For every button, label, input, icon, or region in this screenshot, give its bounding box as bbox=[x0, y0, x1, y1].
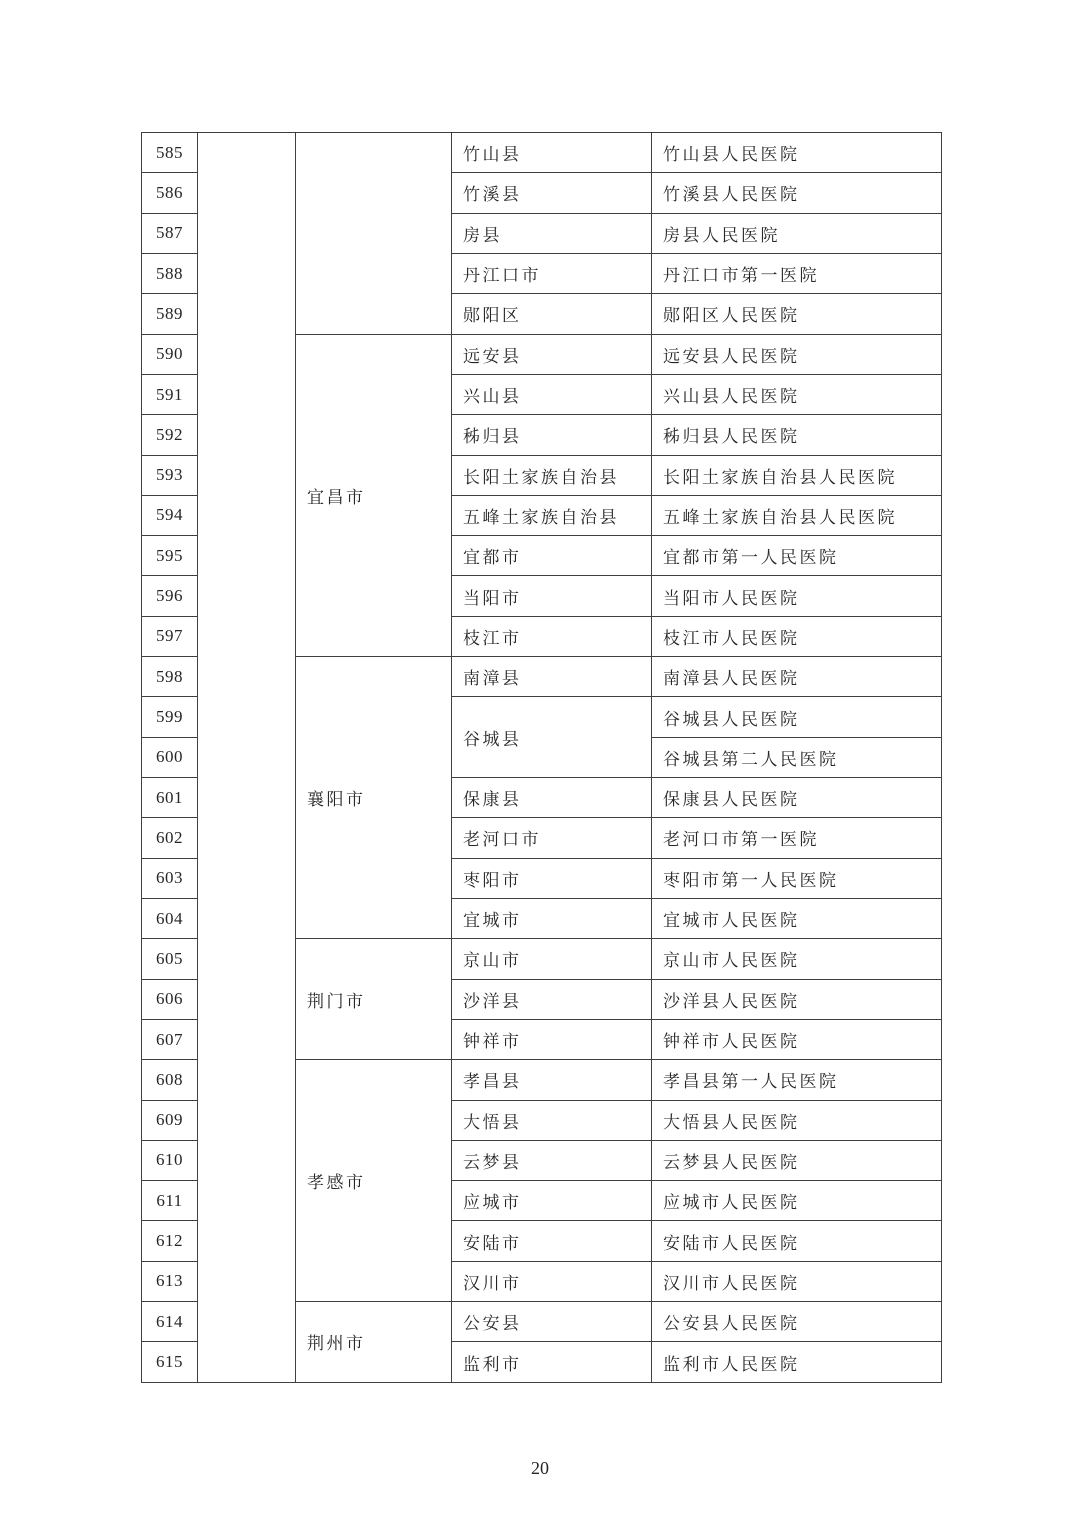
row-number-cell: 598 bbox=[142, 657, 198, 697]
city-cell: 宜昌市 bbox=[296, 334, 452, 657]
county-cell: 房县 bbox=[452, 213, 652, 253]
hospital-cell: 钟祥市人民医院 bbox=[652, 1019, 942, 1059]
hospital-cell: 保康县人民医院 bbox=[652, 778, 942, 818]
row-number-cell: 592 bbox=[142, 415, 198, 455]
row-number-cell: 609 bbox=[142, 1100, 198, 1140]
county-cell: 应城市 bbox=[452, 1181, 652, 1221]
row-number-cell: 614 bbox=[142, 1302, 198, 1342]
row-number-cell: 596 bbox=[142, 576, 198, 616]
hospital-cell: 汉川市人民医院 bbox=[652, 1261, 942, 1301]
county-cell: 孝昌县 bbox=[452, 1060, 652, 1100]
city-cell: 襄阳市 bbox=[296, 657, 452, 939]
city-cell: 荆门市 bbox=[296, 939, 452, 1060]
hospital-cell: 大悟县人民医院 bbox=[652, 1100, 942, 1140]
hospital-cell: 谷城县人民医院 bbox=[652, 697, 942, 737]
hospital-cell: 远安县人民医院 bbox=[652, 334, 942, 374]
county-cell: 当阳市 bbox=[452, 576, 652, 616]
county-cell: 安陆市 bbox=[452, 1221, 652, 1261]
row-number-cell: 601 bbox=[142, 778, 198, 818]
hospital-cell: 老河口市第一医院 bbox=[652, 818, 942, 858]
city-cell bbox=[296, 133, 452, 335]
row-number-cell: 604 bbox=[142, 898, 198, 938]
county-cell: 汉川市 bbox=[452, 1261, 652, 1301]
county-cell: 沙洋县 bbox=[452, 979, 652, 1019]
row-number-cell: 606 bbox=[142, 979, 198, 1019]
hospital-cell: 云梦县人民医院 bbox=[652, 1140, 942, 1180]
county-cell: 监利市 bbox=[452, 1342, 652, 1382]
hospital-cell: 五峰土家族自治县人民医院 bbox=[652, 495, 942, 535]
row-number-cell: 612 bbox=[142, 1221, 198, 1261]
page-number: 20 bbox=[531, 1458, 549, 1478]
row-number-cell: 593 bbox=[142, 455, 198, 495]
county-cell: 枣阳市 bbox=[452, 858, 652, 898]
county-cell: 长阳土家族自治县 bbox=[452, 455, 652, 495]
city-cell: 荆州市 bbox=[296, 1302, 452, 1383]
county-cell: 谷城县 bbox=[452, 697, 652, 778]
county-cell: 南漳县 bbox=[452, 657, 652, 697]
row-number-cell: 591 bbox=[142, 374, 198, 414]
hospital-cell: 郧阳区人民医院 bbox=[652, 294, 942, 334]
county-cell: 大悟县 bbox=[452, 1100, 652, 1140]
row-number-cell: 605 bbox=[142, 939, 198, 979]
hospital-cell: 京山市人民医院 bbox=[652, 939, 942, 979]
row-number-cell: 595 bbox=[142, 536, 198, 576]
hospital-cell: 竹溪县人民医院 bbox=[652, 173, 942, 213]
hospital-cell: 谷城县第二人民医院 bbox=[652, 737, 942, 777]
hospital-cell: 宜都市第一人民医院 bbox=[652, 536, 942, 576]
hospital-cell: 孝昌县第一人民医院 bbox=[652, 1060, 942, 1100]
county-cell: 保康县 bbox=[452, 778, 652, 818]
city-cell: 孝感市 bbox=[296, 1060, 452, 1302]
county-cell: 远安县 bbox=[452, 334, 652, 374]
hospital-cell: 安陆市人民医院 bbox=[652, 1221, 942, 1261]
row-number-cell: 608 bbox=[142, 1060, 198, 1100]
county-cell: 老河口市 bbox=[452, 818, 652, 858]
hospital-cell: 当阳市人民医院 bbox=[652, 576, 942, 616]
county-cell: 宜城市 bbox=[452, 898, 652, 938]
hospital-cell: 枝江市人民医院 bbox=[652, 616, 942, 656]
county-cell: 京山市 bbox=[452, 939, 652, 979]
table-row bbox=[142, 133, 942, 173]
hospital-table bbox=[141, 132, 942, 1383]
hospital-cell: 南漳县人民医院 bbox=[652, 657, 942, 697]
county-cell: 枝江市 bbox=[452, 616, 652, 656]
hospital-cell: 公安县人民医院 bbox=[652, 1302, 942, 1342]
row-number-cell: 610 bbox=[142, 1140, 198, 1180]
row-number-cell: 586 bbox=[142, 173, 198, 213]
province-cell bbox=[198, 133, 296, 1383]
row-number-cell: 602 bbox=[142, 818, 198, 858]
row-number-cell: 594 bbox=[142, 495, 198, 535]
hospital-cell: 丹江口市第一医院 bbox=[652, 253, 942, 293]
county-cell: 竹溪县 bbox=[452, 173, 652, 213]
row-number-cell: 615 bbox=[142, 1342, 198, 1382]
county-cell: 丹江口市 bbox=[452, 253, 652, 293]
county-cell: 五峰土家族自治县 bbox=[452, 495, 652, 535]
row-number-cell: 613 bbox=[142, 1261, 198, 1301]
hospital-cell: 兴山县人民医院 bbox=[652, 374, 942, 414]
row-number-cell: 588 bbox=[142, 253, 198, 293]
hospital-cell: 竹山县人民医院 bbox=[652, 133, 942, 173]
county-cell: 秭归县 bbox=[452, 415, 652, 455]
county-cell: 郧阳区 bbox=[452, 294, 652, 334]
hospital-cell: 宜城市人民医院 bbox=[652, 898, 942, 938]
county-cell: 钟祥市 bbox=[452, 1019, 652, 1059]
hospital-cell: 应城市人民医院 bbox=[652, 1181, 942, 1221]
county-cell: 宜都市 bbox=[452, 536, 652, 576]
row-number-cell: 603 bbox=[142, 858, 198, 898]
county-cell: 云梦县 bbox=[452, 1140, 652, 1180]
hospital-cell: 秭归县人民医院 bbox=[652, 415, 942, 455]
row-number-cell: 587 bbox=[142, 213, 198, 253]
hospital-cell: 枣阳市第一人民医院 bbox=[652, 858, 942, 898]
hospital-cell: 监利市人民医院 bbox=[652, 1342, 942, 1382]
row-number-cell: 597 bbox=[142, 616, 198, 656]
row-number-cell: 589 bbox=[142, 294, 198, 334]
row-number-cell: 599 bbox=[142, 697, 198, 737]
row-number-cell: 600 bbox=[142, 737, 198, 777]
county-cell: 兴山县 bbox=[452, 374, 652, 414]
county-cell: 竹山县 bbox=[452, 133, 652, 173]
hospital-cell: 长阳土家族自治县人民医院 bbox=[652, 455, 942, 495]
county-cell: 公安县 bbox=[452, 1302, 652, 1342]
hospital-cell: 房县人民医院 bbox=[652, 213, 942, 253]
row-number-cell: 611 bbox=[142, 1181, 198, 1221]
hospital-cell: 沙洋县人民医院 bbox=[652, 979, 942, 1019]
row-number-cell: 607 bbox=[142, 1019, 198, 1059]
row-number-cell: 585 bbox=[142, 133, 198, 173]
row-number-cell: 590 bbox=[142, 334, 198, 374]
